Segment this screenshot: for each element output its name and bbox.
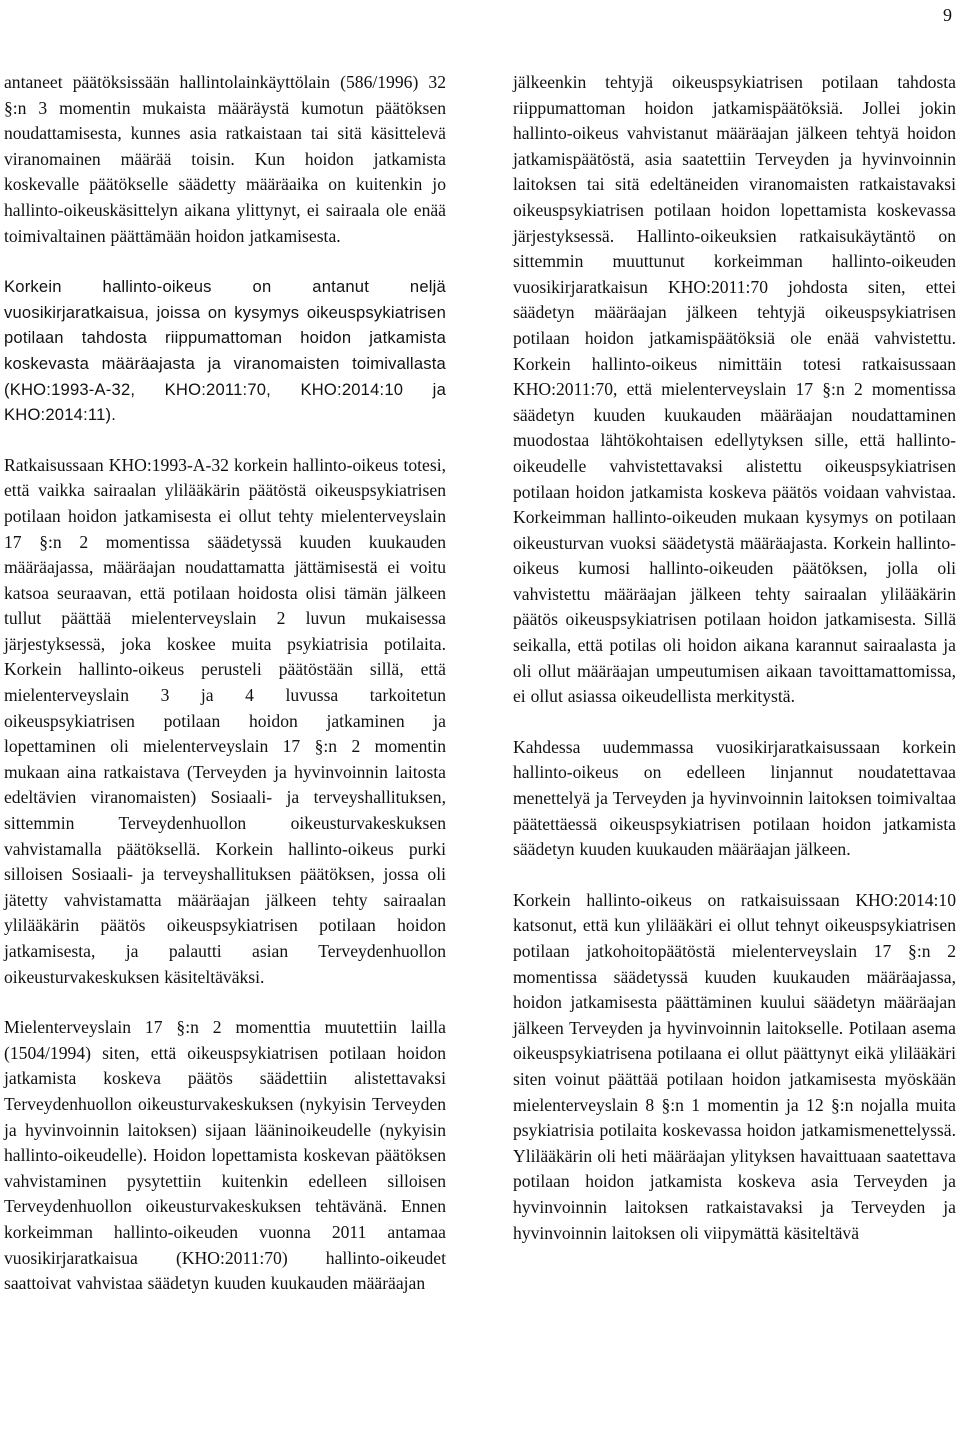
paragraph-law-amendment: Mielenterveyslain 17 §:n 2 momenttia muutettiin lailla (1504/1994) siten, että oikeuspsykiatrisen potilaan hoidon jatkamista koskeva päätös säädettiin alistettavaksi Terveydenhuollon oikeusturvakeskuksen (nykyisin Terveyden ja hyvinvoinnin laitoksen) sijaan lääninoikeudelle (nykyisin hallinto-oikeudelle). Hoidon lopettamista koskevan päätöksen vahvistaminen pysytettiin kuitenkin edelleen silloisen Terveydenhuollon oikeusturvakeskuksen tehtävänä. Ennen korkeimman hallinto-oikeuden vuonna 2011 antamaa vuosikirjaratkaisua (KHO:2011:70) hallinto-oikeudet saattoivat vahvistaa säädetyn kuuden kuukauden määräajan xyxy=(4,1017,446,1294)
paragraph-kho-1993: Ratkaisussaan KHO:1993-A-32 korkein hallinto-oikeus totesi, että vaikka sairaalan ylilääkärin päätöstä oikeuspsykiatrisen potilaan hoidon jatkamisesta ei ollut tehty mielenterveyslain 17 §:n 2 momentissa säädetyssä kuuden kuukauden määräajassa, määräajan noudattamatta jättämisestä ei voitu katsoa seuraavan, että potilaan hoidosta olisi tämän jälkeen tullut päättää mielenterveyslain 2 luvun mukaisessa järjestyksessä, joka koskee muita psykiatrisia potilaita. Korkein hallinto-oikeus perusteli päätöstään sillä, että mielenterveyslain 3 ja 4 luvussa tarkoitetun oikeuspsykiatrisen potilaan hoidon jatkaminen ja lopettaminen oli mielenterveyslain 17 §:n 2 momentin mukaan aina ratkaistava (Terveyden ja hyvinvoinnin laitosta edeltävien viranomaisten) Sosiaali- ja terveyshallituksen, sittemmin Terveydenhuollon oikeusturvakeskuksen vahvistamalla päätöksellä. Korkein hallinto-oikeus purki silloisen Sosiaali- ja terveyshallituksen päätöksen, jossa oli jätetty vahvistamatta määräajan jälkeen tehty sairaalan ylilääkärin päätös oikeuspsykiatrisen potilaan hoidon jatkamisesta, ja palautti asian Terveydenhuollon oikeusturvakeskuksen käsiteltäväksi. xyxy=(4,454,446,987)
paragraph-continuation: antaneet päätöksissään hallintolainkäyttölain (586/1996) 32 §:n 3 momentin mukaista määräystä kumotun päätöksen noudattamisesta, kunnes asia ratkaistaan tai sitä käsittelevä viranomainen määrää toisin. Kun hoidon jatkamista koskevalle päätökselle säädetty määräaika on kuitenkin jo hallinto-oikeuskäsittelyn aikana ylittynyt, ei sairaala ole enää toimivaltainen päättämään hoidon jatkamisesta. xyxy=(4,72,446,246)
right-column xyxy=(513,70,956,1246)
paragraph-kho-overview: Korkein hallinto-oikeus on antanut neljä vuosikirjaratkaisua, joissa on kysymys oikeuspsykiatrisen potilaan tahdosta riippumattoman hoidon jatkamista koskevasta määräajasta ja viranomaisten toimivallasta (KHO:1993-A-32, KHO:2011:70, KHO:2014:10 ja KHO:2014:11). xyxy=(4,277,446,425)
page-number: 9 xyxy=(943,5,952,25)
left-column xyxy=(4,70,446,1297)
paragraph-kho-2014-10: Korkein hallinto-oikeus on ratkaisuissaan KHO:2014:10 katsonut, että kun ylilääkäri ei ollut tehnyt oikeuspsykiatrisen potilaan jatkohoitopäätöstä mielenterveyslain 17 §:n 2 momentissa säädetyssä kuuden kuukauden määräajassa, hoidon jatkamisesta päättäminen kuului säädetyn määräajan jälkeen Terveyden ja hyvinvoinnin laitokselle. Potilaan asema oikeuspsykiatrisena potilaana ei ollut päättynyt eikä ylilääkäri siten voinut päättää potilaan hoidon jatkamisesta myöskään mielenterveyslain 8 §:n 1 momentin ja 12 §:n nojalla muita psykiatrisia potilaita koskevassa hoidon jatkamismenettelyssä. Ylilääkärin oli heti määräajan ylityksen havaittuaan saatettava potilaan hoidon jatkamista koskeva asia Terveyden ja hyvinvoinnin laitoksen ratkaistavaksi ja Terveyden ja hyvinvoinnin laitoksen oli viipymättä käsiteltävä xyxy=(513,889,956,1243)
paragraph-kho-2011: jälkeenkin tehtyjä oikeuspsykiatrisen potilaan tahdosta riippumattoman hoidon jatkamispäätöksiä. Jollei jokin hallinto-oikeus vahvistanut määräajan jälkeen tehtyä hoidon jatkamispäätöstä, asia saatettiin Terveyden ja hyvinvoinnin laitoksen tai sitä edeltäneiden viranomaisten ratkaistavaksi oikeuspsykiatrisen potilaan hoidon lopettamista koskevassa järjestyksessä. Hallinto-oikeuksien ratkaisukäytäntö on sittemmin muuttunut korkeimman hallinto-oikeuden vuosikirjaratkaisun KHO:2011:70 johdosta siten, ettei säädetyn määräajan jälkeen tehtyjä oikeuspsykiatrisen potilaan hoidon jatkamispäätöksiä ole enää vahvistettu. Korkein hallinto-oikeus nimittäin totesi ratkaisussaan KHO:2011:70, että mielenterveyslain 17 §:n 2 momentissa säädetyn kuuden kuukauden määräajan noudattaminen muodostaa lähtökohtaisen edellytyksen sille, että hallinto-oikeudelle vahvistettavaksi alistettu oikeuspsykiatrisen potilaan hoidon jatkamista koskeva päätös voidaan vahvistaa. Korkeimman hallinto-oikeuden mukaan kysymys on potilaan oikeusturvan vuoksi säädetystä määräajasta. Korkein hallinto-oikeus kumosi hallinto-oikeuden päätöksen, jolla oli vahvistettu määräajan jälkeen tehty sairaalan ylilääkärin päätös oikeuspsykiatrisen potilaan hoidon jatkamisesta. Sillä seikalla, että potilas oli hoidon aikana karannut sairaalasta ja oli ollut määräajan umpeutumisen aikaan tavoittamattomissa, ei ollut asiassa oikeudellista merkitystä. xyxy=(513,72,956,707)
paragraph-recent-rulings: Kahdessa uudemmassa vuosikirjaratkaisussaan korkein hallinto-oikeus on edelleen linjannut noudatettavaa menettelyä ja Terveyden ja hyvinvoinnin laitoksen toimivaltaa päätettäessä oikeuspsykiatrisen potilaan hoidon jatkamista säädetyn kuuden kuukauden määräajan jälkeen. xyxy=(513,736,956,860)
